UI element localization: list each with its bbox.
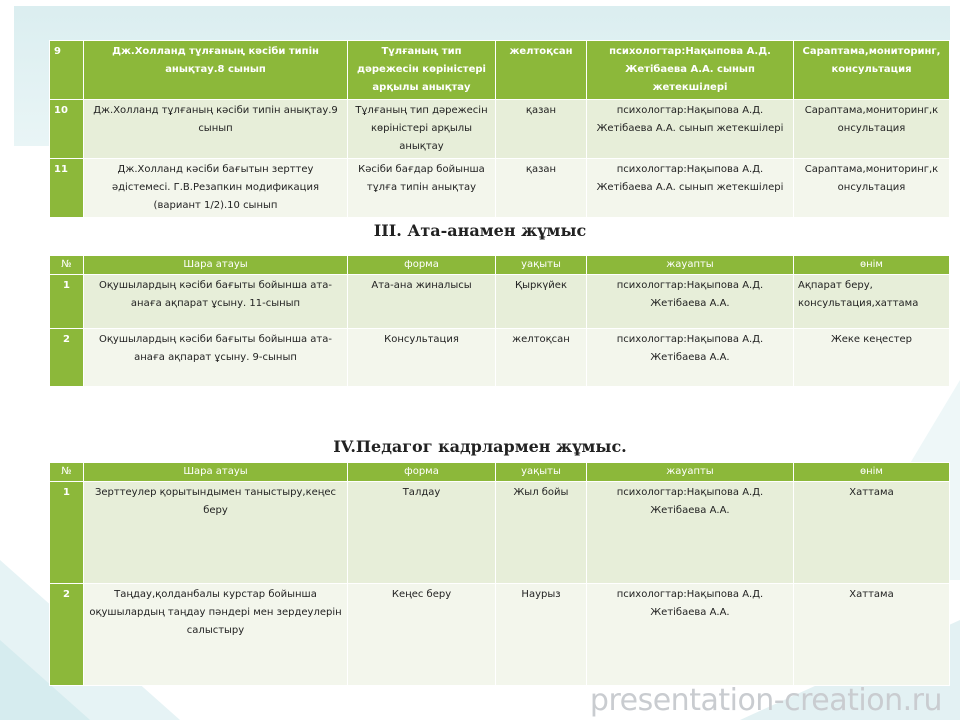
table-row bbox=[50, 584, 950, 686]
event-form: Консультация bbox=[348, 329, 496, 387]
career-tests-table bbox=[49, 40, 950, 218]
event-time: қазан bbox=[496, 100, 587, 159]
table-row bbox=[50, 329, 950, 387]
event-responsible: психологтар:Нақыпова А.Д. Жетібаева А.А. bbox=[587, 584, 794, 686]
event-form: Тұлғаның тип дәрежесін көріністері арқылы анықтау bbox=[348, 41, 496, 100]
table-header bbox=[50, 463, 950, 482]
event-result: Сараптама,мониторинг, консультация bbox=[794, 41, 950, 100]
table-row bbox=[50, 100, 950, 159]
event-time: Жыл бойы bbox=[496, 482, 587, 584]
row-number: 1 bbox=[50, 275, 84, 329]
event-time: Наурыз bbox=[496, 584, 587, 686]
event-responsible: психологтар:Нақыпова А.Д. Жетібаева А.А. сынып жетекшілері bbox=[587, 159, 794, 218]
event-time: Қыркүйек bbox=[496, 275, 587, 329]
event-form: Кәсіби бағдар бойынша тұлға типін анықтау bbox=[348, 159, 496, 218]
row-number: 11 bbox=[50, 159, 84, 218]
event-time: қазан bbox=[496, 159, 587, 218]
event-name: Оқушылардың кәсіби бағыты бойынша ата-анаға ақпарат ұсыну. 9-сынып bbox=[84, 329, 348, 387]
header-name: Шара атауы bbox=[84, 463, 348, 482]
event-responsible: психологтар:Нақыпова А.Д. Жетібаева А.А. bbox=[587, 482, 794, 584]
row-number: 2 bbox=[50, 329, 84, 387]
event-result: Сараптама,мониторинг,к онсультация bbox=[794, 100, 950, 159]
row-number: 9 bbox=[50, 41, 84, 100]
header-responsible: жауапты bbox=[587, 256, 794, 275]
event-result: Сараптама,мониторинг,к онсультация bbox=[794, 159, 950, 218]
event-name: Дж.Холланд тұлғаның кәсіби типін анықтау.8 сынып bbox=[84, 41, 348, 100]
header-form: форма bbox=[348, 256, 496, 275]
row-number: 10 bbox=[50, 100, 84, 159]
event-form: Тұлғаның тип дәрежесін көріністері арқылы анықтау bbox=[348, 100, 496, 159]
event-result: Ақпарат беру, консультация,хаттама bbox=[794, 275, 950, 329]
header-name: Шара атауы bbox=[84, 256, 348, 275]
event-name: Зерттеулер қорытындымен таныстыру,кеңес беру bbox=[84, 482, 348, 584]
event-name: Дж.Холланд тұлғаның кәсіби типін анықтау.9 сынып bbox=[84, 100, 348, 159]
event-name: Таңдау,қолданбалы курстар бойынша оқушылардың таңдау пәндері мен зердеулерін салыстыру bbox=[84, 584, 348, 686]
header-result: өнім bbox=[794, 463, 950, 482]
event-result: Жеке кеңестер bbox=[794, 329, 950, 387]
event-name: Дж.Холланд кәсіби бағытын зерттеу әдістемесі. Г.В.Резапкин модификация (вариант 1/2).10 сынып bbox=[84, 159, 348, 218]
event-form: Талдау bbox=[348, 482, 496, 584]
header-form: форма bbox=[348, 463, 496, 482]
table-row bbox=[50, 41, 950, 100]
table-header bbox=[50, 256, 950, 275]
event-name: Оқушылардың кәсіби бағыты бойынша ата-анаға ақпарат ұсыну. 11-сынып bbox=[84, 275, 348, 329]
row-number: 1 bbox=[50, 482, 84, 584]
event-result: Хаттама bbox=[794, 482, 950, 584]
event-form: Кеңес беру bbox=[348, 584, 496, 686]
table-row bbox=[50, 482, 950, 584]
table-row bbox=[50, 159, 950, 218]
section-title-teachers: IV.Педагог кадрлармен жұмыс. bbox=[333, 437, 627, 456]
header-num: № bbox=[50, 256, 84, 275]
watermark: presentation-creation.ru bbox=[589, 683, 942, 718]
parents-work-table bbox=[49, 255, 950, 387]
header-num: № bbox=[50, 463, 84, 482]
event-time: желтоқсан bbox=[496, 41, 587, 100]
event-responsible: психологтар:Нақыпова А.Д. Жетібаева А.А. сынып жетекшілері bbox=[587, 100, 794, 159]
event-form: Ата-ана жиналысы bbox=[348, 275, 496, 329]
event-responsible: психологтар:Нақыпова А.Д. Жетібаева А.А. bbox=[587, 329, 794, 387]
section-title-parents: III. Ата-анамен жұмыс bbox=[373, 221, 587, 240]
event-time: желтоқсан bbox=[496, 329, 587, 387]
event-responsible: психологтар:Нақыпова А.Д. Жетібаева А.А. bbox=[587, 275, 794, 329]
header-result: өнім bbox=[794, 256, 950, 275]
header-time: уақыты bbox=[496, 463, 587, 482]
row-number: 2 bbox=[50, 584, 84, 686]
header-responsible: жауапты bbox=[587, 463, 794, 482]
event-responsible: психологтар:Нақыпова А.Д. Жетібаева А.А. сынып жетекшілері bbox=[587, 41, 794, 100]
table-row bbox=[50, 275, 950, 329]
header-time: уақыты bbox=[496, 256, 587, 275]
teachers-work-table bbox=[49, 462, 950, 686]
event-result: Хаттама bbox=[794, 584, 950, 686]
